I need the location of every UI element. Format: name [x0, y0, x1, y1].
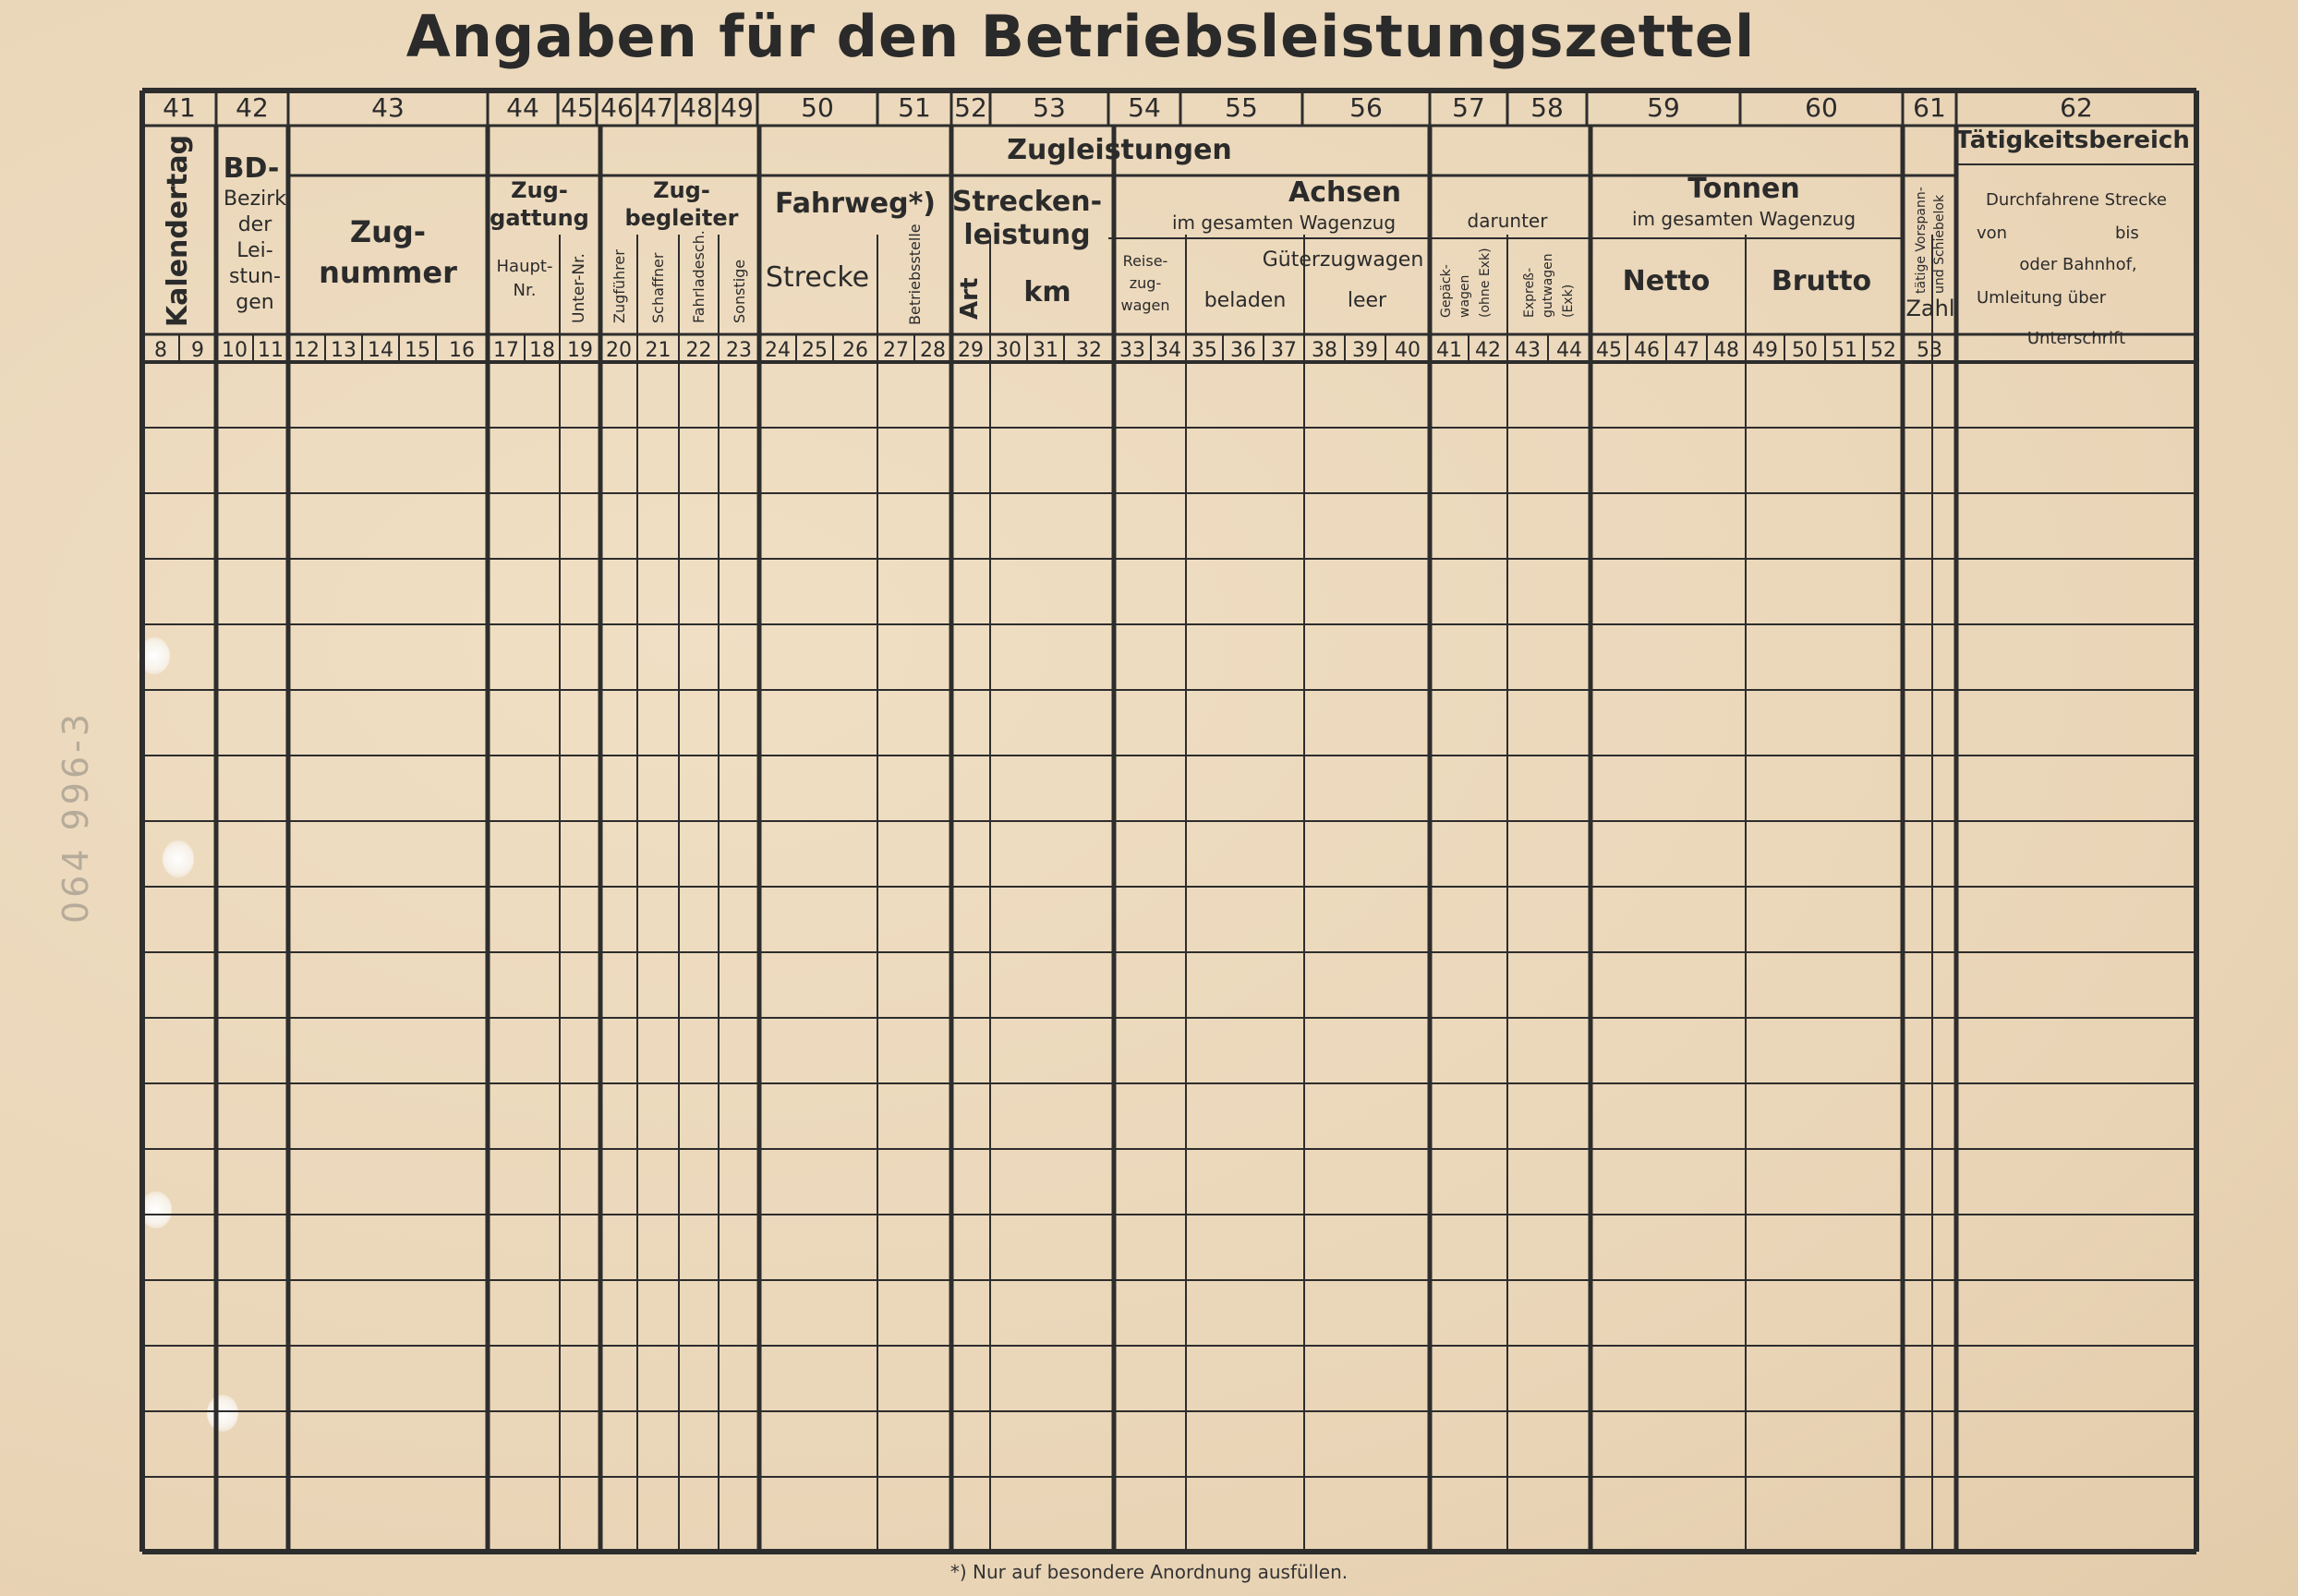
field-number-56: 56	[1349, 92, 1383, 123]
label-express-1: Expreß-	[1522, 267, 1537, 318]
field-number-54: 54	[1128, 92, 1161, 123]
label-haupt-nr: Nr.	[513, 281, 537, 300]
position-number-12: 12	[294, 339, 320, 362]
label-bd: BD-	[223, 152, 280, 185]
label-fahrweg: Fahrweg*)	[774, 187, 937, 220]
label-netto: Netto	[1622, 265, 1711, 297]
position-number-24: 24	[765, 339, 791, 362]
label-zuggattung-1: Zug-	[511, 177, 568, 203]
position-number-17: 17	[493, 339, 519, 362]
position-number-18: 18	[529, 339, 555, 362]
label-bd-lei: Lei-	[236, 239, 273, 262]
position-number-11: 11	[258, 339, 284, 362]
position-number-37: 37	[1271, 339, 1297, 362]
label-im-gesamten-achsen: im gesamten Wagenzug	[1171, 212, 1397, 234]
label-beladen: beladen	[1203, 289, 1287, 312]
label-zugbegleiter-2: begleiter	[624, 205, 739, 231]
label-tonnen: Tonnen	[1687, 173, 1800, 205]
label-bd-stun: stun-	[229, 265, 281, 288]
position-number-28: 28	[920, 339, 946, 362]
position-number-19: 19	[567, 339, 593, 362]
position-number-16: 16	[449, 339, 475, 362]
label-taetigkeitsbereich: Tätigkeitsbereich	[1955, 127, 2190, 154]
label-express-3: (Exk)	[1561, 284, 1576, 318]
position-number-42: 42	[1475, 339, 1501, 362]
label-gepaeck-2: wagen	[1457, 274, 1472, 318]
label-vorspann-2: und Schiebelok	[1932, 194, 1947, 294]
label-streckenleistung-1: Strecken-	[951, 186, 1103, 218]
label-reise-2: zug-	[1129, 274, 1162, 292]
position-number-46: 46	[1634, 339, 1660, 362]
position-number-10: 10	[222, 339, 248, 362]
field-number-46: 46	[600, 92, 634, 123]
label-km: km	[1023, 276, 1071, 308]
label-vorspann-1: tätige Vorspann-	[1914, 187, 1929, 294]
position-number-21: 21	[645, 339, 671, 362]
position-number-15: 15	[405, 339, 430, 362]
label-express-2: gutwagen	[1541, 253, 1555, 318]
position-number-23: 23	[726, 339, 752, 362]
field-number-43: 43	[371, 92, 405, 123]
position-number-32: 32	[1076, 339, 1102, 362]
position-number-50: 50	[1792, 339, 1818, 362]
label-fahrladesch: Fahrladesch.	[690, 230, 708, 323]
label-art: Art	[956, 277, 984, 320]
position-number-31: 31	[1033, 339, 1058, 362]
label-oder-bahnhof: oder Bahnhof,	[2019, 255, 2137, 274]
label-streckenleistung-2: leistung	[963, 219, 1091, 251]
label-umleitung: Umleitung über	[1977, 288, 2107, 308]
position-number-40: 40	[1395, 339, 1421, 362]
label-zugleistungen: Zugleistungen	[1007, 134, 1232, 166]
footnote: *) Nur auf besondere Anordnung ausfüllen.	[949, 1561, 1349, 1583]
field-number-45: 45	[561, 92, 594, 123]
position-number-35: 35	[1191, 339, 1217, 362]
label-von: von	[1977, 224, 2008, 243]
label-bd-bezirk: Bezirk	[223, 187, 287, 211]
position-number-30: 30	[996, 339, 1022, 362]
label-reise-1: Reise-	[1122, 252, 1168, 270]
label-darunter: darunter	[1467, 210, 1548, 232]
field-number-57: 57	[1452, 92, 1485, 123]
position-number-34: 34	[1155, 339, 1181, 362]
field-number-51: 51	[898, 92, 931, 123]
label-schaffner: Schaffner	[649, 252, 667, 323]
field-number-62: 62	[2060, 92, 2093, 123]
position-number-44: 44	[1556, 339, 1582, 362]
position-number-33: 33	[1119, 339, 1145, 362]
field-number-42: 42	[236, 92, 269, 123]
position-number-9: 9	[191, 339, 204, 362]
label-reise-3: wagen	[1120, 296, 1170, 314]
position-number-51: 51	[1832, 339, 1857, 362]
position-number-53: 53	[1917, 339, 1942, 362]
label-zugbegleiter-1: Zug-	[653, 177, 710, 203]
field-number-52: 52	[954, 92, 987, 123]
label-zahl: Zahl	[1905, 296, 1955, 321]
label-achsen: Achsen	[1288, 176, 1401, 209]
form-title: Angaben für den Betriebsleistungszettel	[405, 3, 1756, 70]
pencil-annotation: 064 996-3	[55, 709, 96, 924]
label-im-gesamten-tonnen: im gesamten Wagenzug	[1631, 208, 1857, 230]
label-strecke: Strecke	[765, 261, 870, 294]
label-gueterzugwagen: Güterzugwagen	[1262, 248, 1424, 272]
field-number-58: 58	[1530, 92, 1564, 123]
position-number-25: 25	[802, 339, 828, 362]
position-number-14: 14	[368, 339, 393, 362]
position-number-49: 49	[1752, 339, 1778, 362]
position-number-43: 43	[1515, 339, 1541, 362]
position-number-45: 45	[1596, 339, 1622, 362]
label-sonstige: Sonstige	[731, 259, 748, 323]
position-number-39: 39	[1352, 339, 1378, 362]
field-number-48: 48	[680, 92, 713, 123]
position-number-47: 47	[1674, 339, 1699, 362]
label-zug: Zug-	[349, 214, 427, 249]
field-number-49: 49	[720, 92, 754, 123]
field-number-61: 61	[1913, 92, 1946, 123]
label-brutto: Brutto	[1771, 265, 1872, 297]
field-number-53: 53	[1033, 92, 1066, 123]
position-number-26: 26	[842, 339, 868, 362]
field-number-60: 60	[1805, 92, 1838, 123]
position-number-52: 52	[1870, 339, 1896, 362]
field-number-59: 59	[1647, 92, 1680, 123]
label-kalendertag: Kalendertag	[162, 134, 194, 328]
label-gepaeck-3: (ohne Exk)	[1478, 248, 1493, 318]
label-unterschrift: Unterschrift	[2026, 329, 2126, 348]
label-zuggattung-2: gattung	[490, 205, 589, 231]
position-number-27: 27	[883, 339, 909, 362]
label-unter-nr: Unter-Nr.	[570, 253, 588, 323]
label-leer: leer	[1347, 289, 1387, 312]
position-number-8: 8	[154, 339, 167, 362]
label-bis: bis	[2115, 224, 2139, 243]
position-number-13: 13	[331, 339, 357, 362]
label-zugfuehrer: Zugführer	[611, 249, 628, 323]
label-gepaeck-1: Gepäck-	[1439, 264, 1454, 318]
position-number-22: 22	[685, 339, 712, 362]
position-number-29: 29	[958, 339, 984, 362]
label-bd-der: der	[237, 213, 272, 236]
position-number-38: 38	[1312, 339, 1337, 362]
label-durchfahrene-strecke: Durchfahrene Strecke	[1986, 190, 2167, 210]
position-number-48: 48	[1713, 339, 1739, 362]
position-number-41: 41	[1436, 339, 1462, 362]
label-nummer: nummer	[319, 255, 457, 290]
position-number-36: 36	[1230, 339, 1256, 362]
label-bd-gen: gen	[236, 291, 274, 314]
field-number-47: 47	[640, 92, 673, 123]
field-number-50: 50	[801, 92, 834, 123]
label-betriebsstelle: Betriebsstelle	[906, 224, 924, 325]
label-haupt: Haupt-	[496, 257, 553, 276]
position-number-20: 20	[606, 339, 632, 362]
field-number-55: 55	[1225, 92, 1258, 123]
field-number-41: 41	[163, 92, 196, 123]
field-number-44: 44	[506, 92, 539, 123]
